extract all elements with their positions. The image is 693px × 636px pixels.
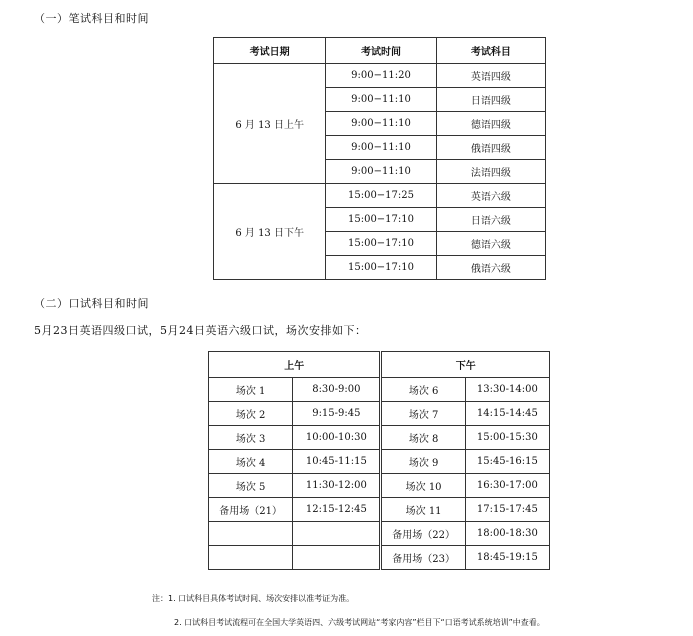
section-title-written: （一）笔试科目和时间 [34,12,149,25]
table-row [209,474,550,498]
table-row [209,450,550,474]
time-cell: 9:00−11:20 [326,64,436,88]
session-cell: 场次 11 [382,498,465,522]
time-cell: 8:30-9:00 [293,378,380,402]
oral-intro-text: 5月23日英语四级口试，5月24日英语六级口试，场次安排如下： [34,324,367,337]
session-cell: 场次 6 [382,378,465,402]
time-cell: 18:00-18:30 [465,522,549,546]
session-cell: 场次 3 [209,426,293,450]
date-cell-afternoon: 6 月 13 日下午 [214,184,326,280]
note-1: 注：1. 口试科目具体考试时间、场次安排以准考证为准。 [152,594,355,603]
time-cell: 15:45-16:15 [465,450,549,474]
session-cell: 场次 8 [382,426,465,450]
table-row [209,378,550,402]
time-cell: 10:00-10:30 [293,426,380,450]
table-header-row [214,38,546,64]
session-cell [209,522,293,546]
subject-cell: 俄语六级 [436,256,545,280]
header-exam-subject: 考试科目 [436,38,545,64]
session-cell: 备用场（22） [382,522,465,546]
session-cell: 场次 1 [209,378,293,402]
table-row [209,546,550,570]
header-morning: 上午 [209,352,380,378]
time-cell: 18:45-19:15 [465,546,549,570]
time-cell: 9:00−11:10 [326,88,436,112]
table-row [209,498,550,522]
note-2: 2. 口试科目考试流程可在全国大学英语四、六级考试网站“考家内容”栏目下“口语考试系统培训”中查看。 [174,618,545,627]
written-exam-table [213,37,546,280]
table-row [214,64,546,88]
subject-cell: 英语四级 [436,64,545,88]
subject-cell: 日语六级 [436,208,545,232]
time-cell: 10:45-11:15 [293,450,380,474]
session-cell: 场次 2 [209,402,293,426]
time-cell: 11:30-12:00 [293,474,380,498]
subject-cell: 德语六级 [436,232,545,256]
header-exam-time: 考试时间 [326,38,436,64]
time-cell: 9:00−11:10 [326,112,436,136]
session-cell: 场次 9 [382,450,465,474]
subject-cell: 法语四级 [436,160,545,184]
time-cell: 14:15-14:45 [465,402,549,426]
time-cell: 15:00−17:10 [326,256,436,280]
subject-cell: 英语六级 [436,184,545,208]
table-header-row [209,352,550,378]
oral-exam-table [208,351,550,570]
section-title-oral: （二）口试科目和时间 [34,297,149,310]
time-cell: 9:00−11:10 [326,160,436,184]
table-row [209,522,550,546]
table-row [214,184,546,208]
subject-cell: 俄语四级 [436,136,545,160]
time-cell: 12:15-12:45 [293,498,380,522]
time-cell: 15:00−17:25 [326,184,436,208]
table-row [209,426,550,450]
session-cell: 备用场（21） [209,498,293,522]
time-cell: 9:15-9:45 [293,402,380,426]
session-cell: 场次 7 [382,402,465,426]
time-cell: 13:30-14:00 [465,378,549,402]
session-cell: 场次 4 [209,450,293,474]
time-cell: 16:30-17:00 [465,474,549,498]
date-cell-morning: 6 月 13 日上午 [214,64,326,184]
time-cell [293,522,380,546]
subject-cell: 日语四级 [436,88,545,112]
session-cell: 备用场（23） [382,546,465,570]
header-afternoon: 下午 [382,352,550,378]
time-cell: 15:00−17:10 [326,208,436,232]
session-cell: 场次 10 [382,474,465,498]
time-cell: 17:15-17:45 [465,498,549,522]
subject-cell: 德语四级 [436,112,545,136]
session-cell: 场次 5 [209,474,293,498]
table-row [209,402,550,426]
session-cell [209,546,293,570]
time-cell [293,546,380,570]
header-exam-date: 考试日期 [214,38,326,64]
time-cell: 15:00-15:30 [465,426,549,450]
time-cell: 9:00−11:10 [326,136,436,160]
time-cell: 15:00−17:10 [326,232,436,256]
